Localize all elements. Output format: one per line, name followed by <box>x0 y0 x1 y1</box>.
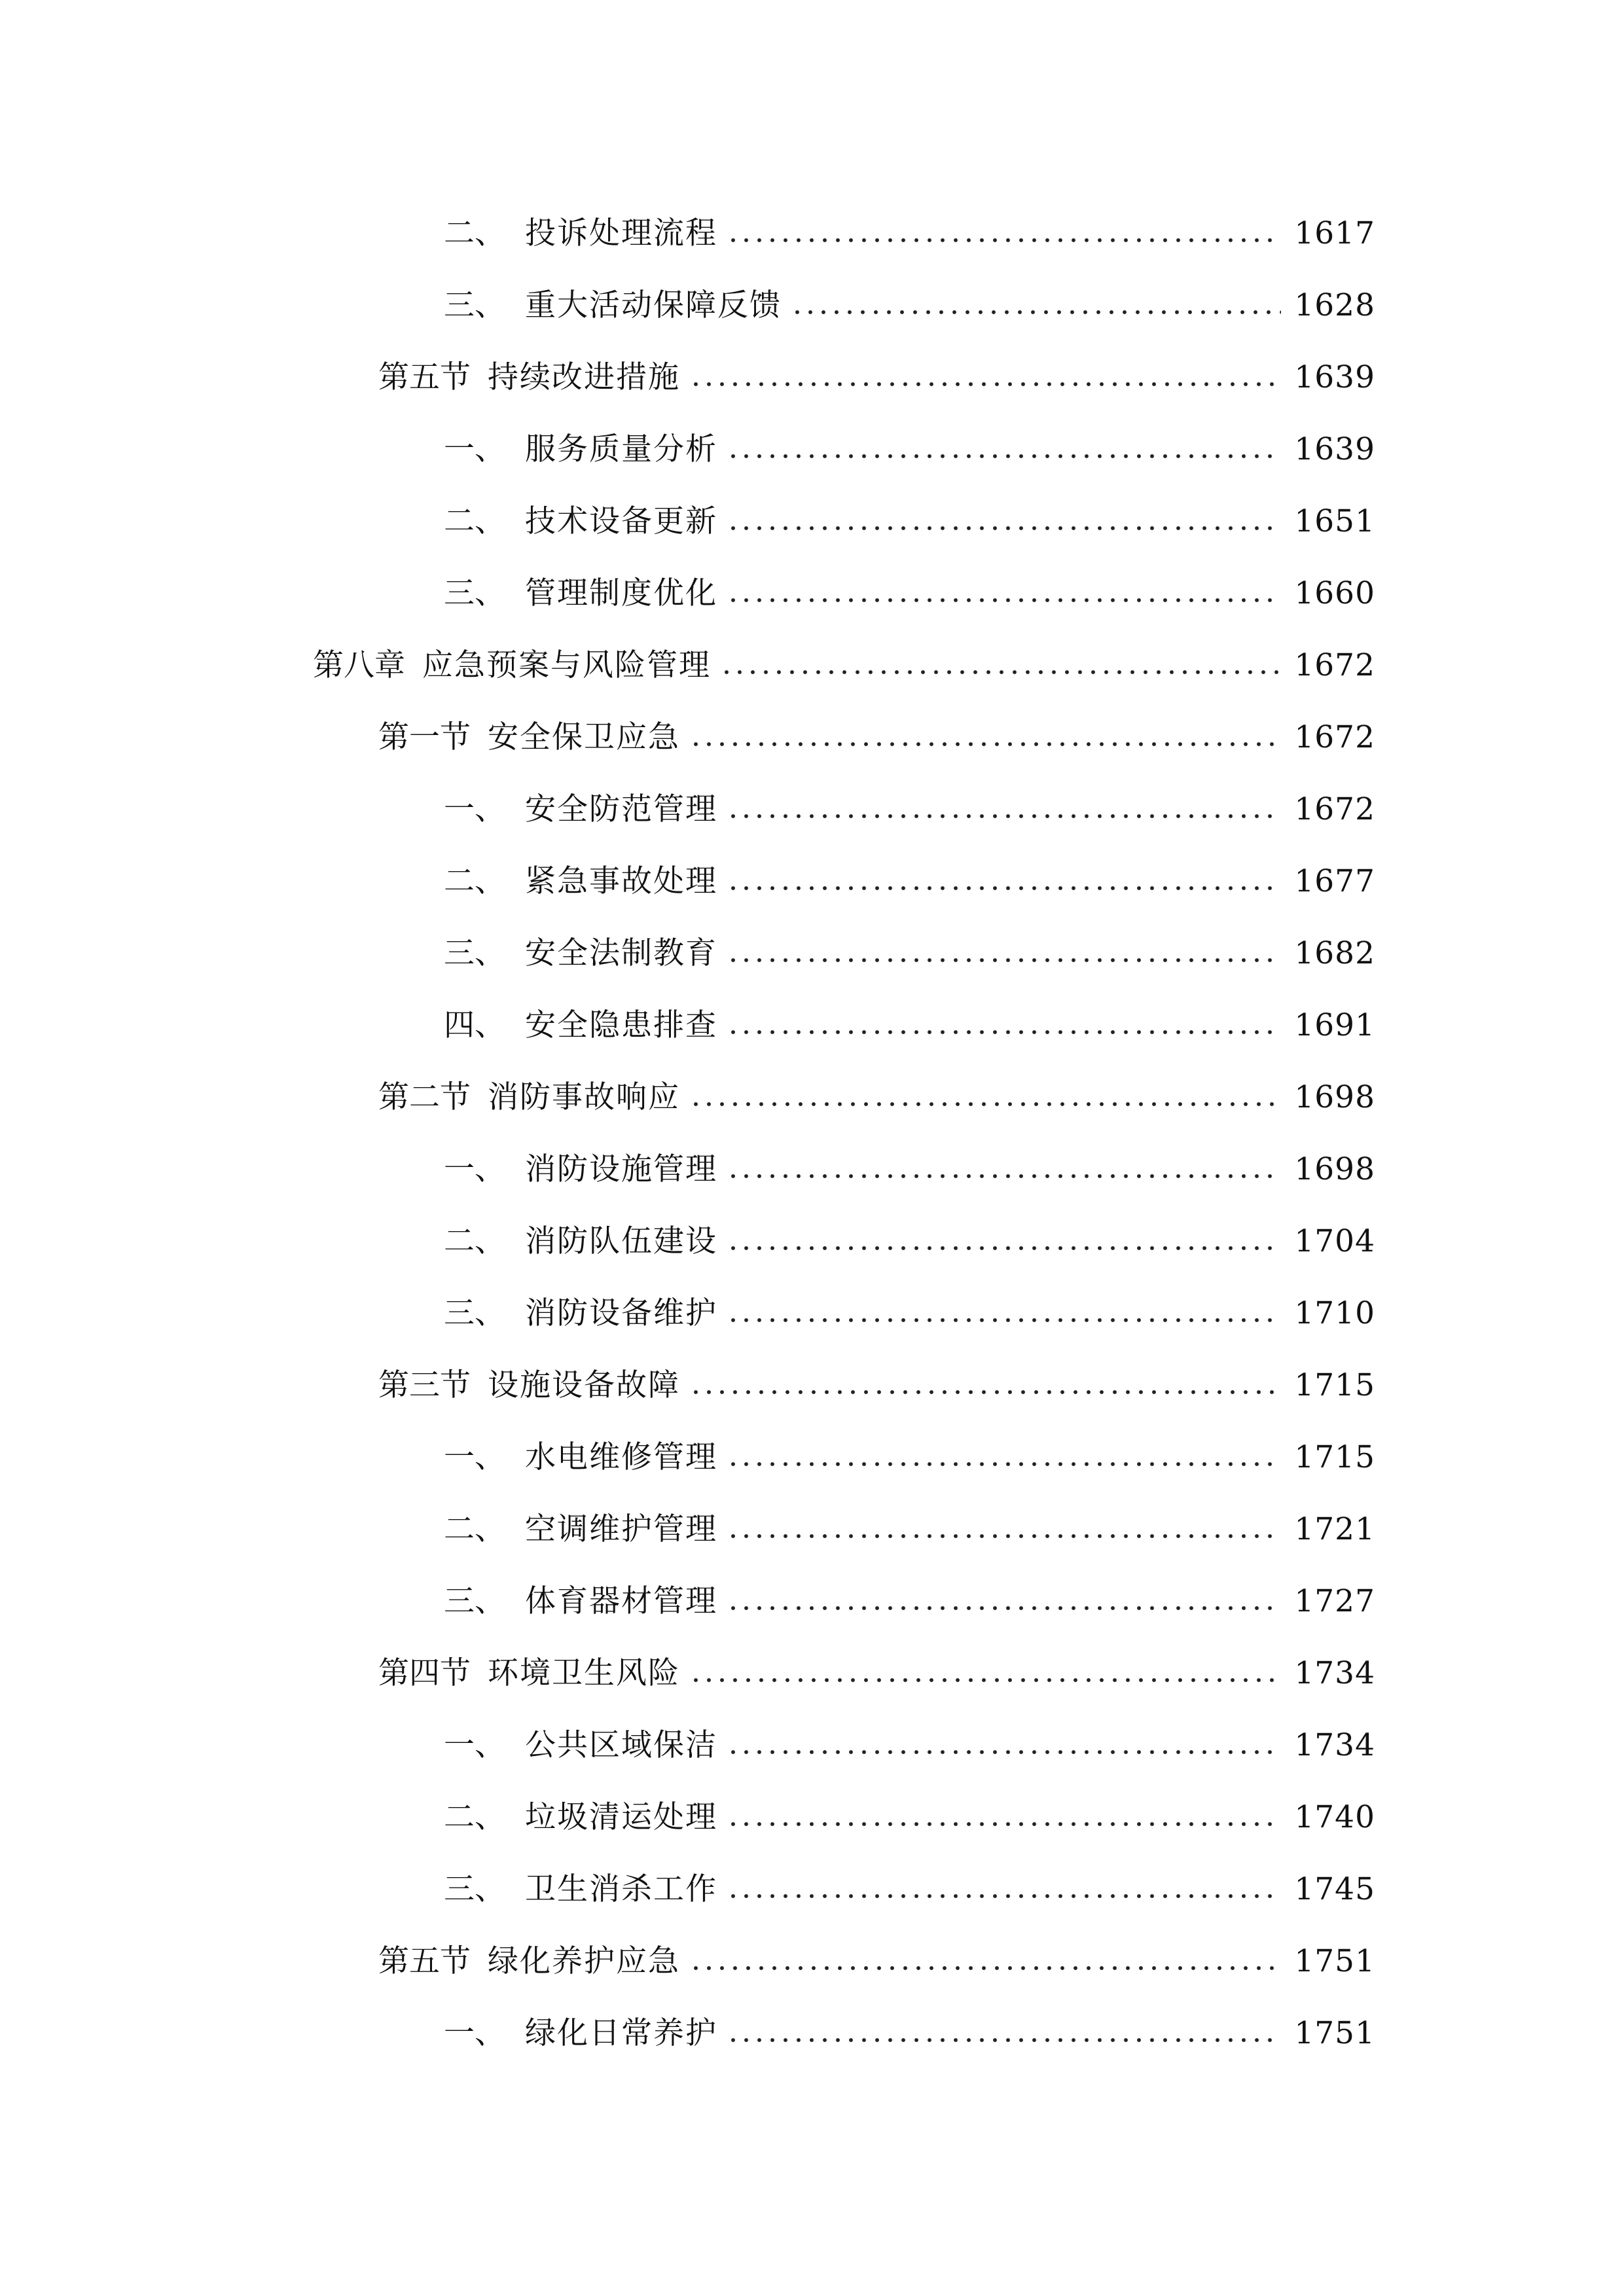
toc-entry-page-number: 1751 <box>1294 1943 1375 1979</box>
toc-entry-page-number: 1691 <box>1294 1007 1375 1043</box>
toc-entry[interactable] <box>444 1564 1375 1617</box>
toc-entry-page-number: 1715 <box>1294 1439 1375 1475</box>
toc-entry-number: 第五节 <box>378 1943 471 1979</box>
dot-leader <box>689 1965 1281 1971</box>
toc-entry-title: 安全隐患排查 <box>525 1007 717 1043</box>
toc-entry-number: 一、 <box>444 2015 505 2051</box>
dot-leader <box>727 814 1281 819</box>
toc-entry[interactable] <box>444 412 1375 465</box>
toc-entry-title: 服务质量分析 <box>525 431 717 467</box>
toc-entry[interactable] <box>378 1924 1375 1977</box>
toc-entry-title: 绿化日常养护 <box>525 2015 717 2051</box>
toc-entry-number: 三、 <box>444 1295 505 1331</box>
toc-entry-title: 重大活动保障反馈 <box>525 287 782 323</box>
toc-entry[interactable] <box>444 1204 1375 1257</box>
toc-entry-title: 卫生消杀工作 <box>525 1871 717 1907</box>
dot-leader <box>727 1821 1281 1827</box>
toc-entry-title: 公共区域保洁 <box>525 1727 717 1763</box>
toc-entry[interactable] <box>378 700 1375 753</box>
toc-entry-page-number: 1698 <box>1294 1079 1375 1115</box>
toc-entry-title: 消防事故响应 <box>488 1079 680 1115</box>
toc-entry[interactable] <box>313 628 1375 681</box>
toc-entry-title: 体育器材管理 <box>525 1583 717 1619</box>
toc-entry-number: 第一节 <box>378 719 471 755</box>
toc-entry[interactable] <box>444 556 1375 609</box>
toc-entry-title: 绿化养护应急 <box>488 1943 680 1979</box>
toc-entry-number: 第四节 <box>378 1655 471 1691</box>
toc-entry-page-number: 1734 <box>1294 1655 1375 1691</box>
toc-entry-page-number: 1660 <box>1294 575 1375 611</box>
dot-leader <box>727 958 1281 963</box>
dot-leader <box>727 1318 1281 1323</box>
dot-leader <box>727 1893 1281 1899</box>
toc-entry[interactable] <box>444 196 1375 249</box>
toc-entry-page-number: 1639 <box>1294 359 1375 395</box>
toc-entry-number: 第五节 <box>378 359 471 395</box>
toc-entry-number: 三、 <box>444 935 505 971</box>
dot-leader <box>727 1246 1281 1251</box>
toc-entry[interactable] <box>444 268 1375 321</box>
toc-entry-number: 一、 <box>444 791 505 827</box>
toc-entry-page-number: 1672 <box>1294 719 1375 755</box>
toc-entry-page-number: 1698 <box>1294 1151 1375 1187</box>
toc-entry-title: 持续改进措施 <box>488 359 680 395</box>
toc-entry-title: 应急预案与风险管理 <box>422 647 711 683</box>
toc-entry-page-number: 1639 <box>1294 431 1375 467</box>
toc-entry-number: 第八章 <box>313 647 405 683</box>
toc-entry[interactable] <box>444 484 1375 537</box>
dot-leader <box>727 886 1281 891</box>
toc-entry[interactable] <box>444 1996 1375 2049</box>
toc-entry-page-number: 1672 <box>1294 647 1375 683</box>
toc-entry-page-number: 1721 <box>1294 1511 1375 1547</box>
toc-entry-page-number: 1745 <box>1294 1871 1375 1907</box>
toc-entry-page-number: 1710 <box>1294 1295 1375 1331</box>
toc-entry-title: 设施设备故障 <box>488 1367 680 1403</box>
toc-entry-number: 三、 <box>444 1583 505 1619</box>
dot-leader <box>689 1677 1281 1683</box>
toc-entry-number: 一、 <box>444 1439 505 1475</box>
toc-entry-number: 一、 <box>444 1727 505 1763</box>
toc-entry-page-number: 1727 <box>1294 1583 1375 1619</box>
toc-entry[interactable] <box>378 1636 1375 1689</box>
toc-entry-number: 一、 <box>444 1151 505 1187</box>
dot-leader <box>727 238 1281 243</box>
toc-entry-page-number: 1715 <box>1294 1367 1375 1403</box>
toc-entry-number: 二、 <box>444 1799 505 1835</box>
toc-entry-page-number: 1672 <box>1294 791 1375 827</box>
dot-leader <box>720 670 1281 675</box>
toc-entry-page-number: 1677 <box>1294 863 1375 899</box>
dot-leader <box>727 1605 1281 1611</box>
dot-leader <box>689 742 1281 747</box>
toc-entry-title: 环境卫生风险 <box>488 1655 680 1691</box>
toc-entry-page-number: 1628 <box>1294 287 1375 323</box>
toc-entry-page-number: 1740 <box>1294 1799 1375 1835</box>
dot-leader <box>727 1534 1281 1539</box>
toc-entry-number: 二、 <box>444 503 505 539</box>
toc-entry[interactable] <box>444 772 1375 825</box>
toc-entry-title: 水电维修管理 <box>525 1439 717 1475</box>
dot-leader <box>727 1174 1281 1179</box>
toc-entry[interactable] <box>444 1708 1375 1761</box>
toc-entry-number: 二、 <box>444 863 505 899</box>
toc-entry-number: 三、 <box>444 575 505 611</box>
toc-entry-number: 二、 <box>444 215 505 251</box>
toc-entry[interactable] <box>444 1852 1375 1905</box>
dot-leader <box>727 598 1281 603</box>
toc-entry-number: 二、 <box>444 1511 505 1547</box>
toc-entry-page-number: 1617 <box>1294 215 1375 251</box>
dot-leader <box>727 2037 1281 2043</box>
dot-leader <box>727 1462 1281 1467</box>
toc-entry-number: 第三节 <box>378 1367 471 1403</box>
toc-entry-title: 安全防范管理 <box>525 791 717 827</box>
toc-entry-number: 第二节 <box>378 1079 471 1115</box>
toc-entry-page-number: 1651 <box>1294 503 1375 539</box>
toc-entry-title: 消防设施管理 <box>525 1151 717 1187</box>
toc-entry[interactable] <box>378 1060 1375 1113</box>
dot-leader <box>727 1030 1281 1035</box>
dot-leader <box>689 1390 1281 1395</box>
toc-entry[interactable] <box>444 916 1375 969</box>
dot-leader <box>689 382 1281 387</box>
toc-entry[interactable] <box>444 1132 1375 1185</box>
dot-leader <box>791 310 1281 315</box>
toc-entry-number: 三、 <box>444 1871 505 1907</box>
toc-entry-number: 二、 <box>444 1223 505 1259</box>
toc-entry-number: 三、 <box>444 287 505 323</box>
toc-entry-title: 技术设备更新 <box>525 503 717 539</box>
toc-entry-title: 消防设备维护 <box>525 1295 717 1331</box>
toc-entry-title: 投诉处理流程 <box>525 215 717 251</box>
toc-entry[interactable] <box>378 340 1375 393</box>
toc-entry-title: 安全保卫应急 <box>488 719 680 755</box>
toc-entry[interactable] <box>444 1492 1375 1545</box>
toc-entry-title: 消防队伍建设 <box>525 1223 717 1259</box>
toc-entry[interactable] <box>444 1420 1375 1473</box>
dot-leader <box>727 526 1281 531</box>
toc-entry-page-number: 1734 <box>1294 1727 1375 1763</box>
toc-entry-page-number: 1704 <box>1294 1223 1375 1259</box>
dot-leader <box>727 454 1281 459</box>
dot-leader <box>727 1749 1281 1755</box>
toc-entry-title: 空调维护管理 <box>525 1511 717 1547</box>
toc-entry-title: 垃圾清运处理 <box>525 1799 717 1835</box>
toc-entry[interactable] <box>444 988 1375 1041</box>
toc-entry[interactable] <box>378 1348 1375 1401</box>
toc-entry-number: 一、 <box>444 431 505 467</box>
toc-entry-title: 管理制度优化 <box>525 575 717 611</box>
dot-leader <box>689 1102 1281 1107</box>
toc-entry[interactable] <box>444 1276 1375 1329</box>
toc-entry[interactable] <box>444 1780 1375 1833</box>
toc-entry[interactable] <box>444 844 1375 897</box>
toc-entry-page-number: 1682 <box>1294 935 1375 971</box>
toc-entry-title: 紧急事故处理 <box>525 863 717 899</box>
toc-entry-title: 安全法制教育 <box>525 935 717 971</box>
toc-entry-number: 四、 <box>444 1007 505 1043</box>
toc-entry-page-number: 1751 <box>1294 2015 1375 2051</box>
